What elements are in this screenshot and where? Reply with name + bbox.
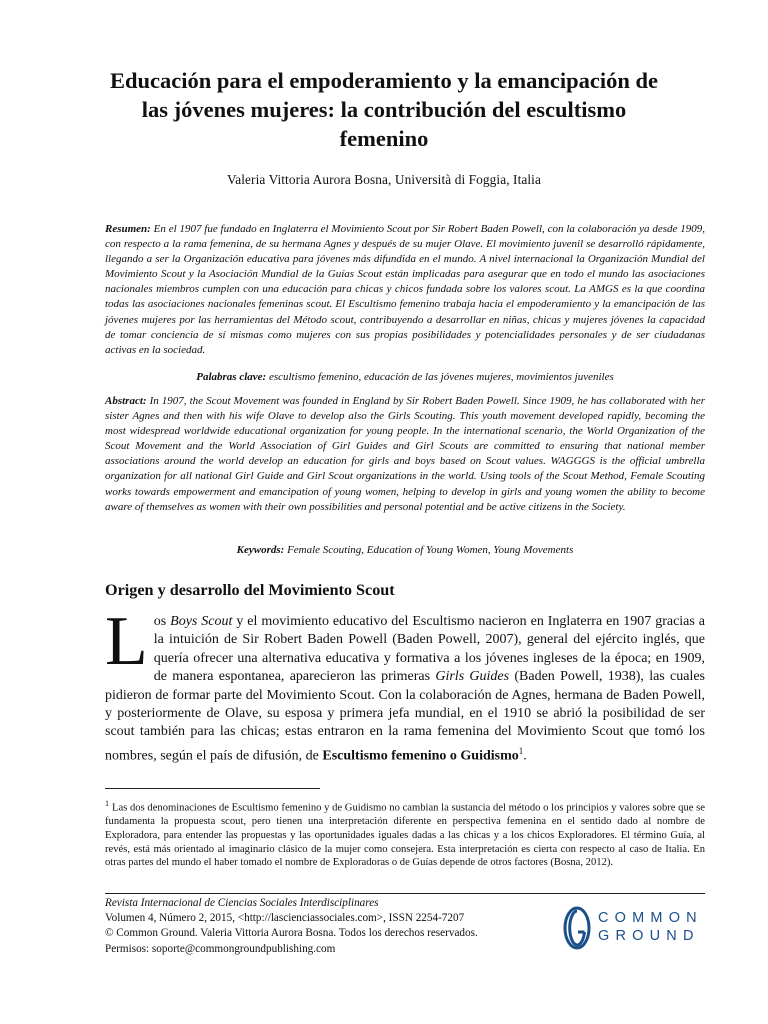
resumen-paragraph (105, 222, 705, 358)
drop-cap: L (105, 603, 148, 680)
body-italic-run: Girls Guides (435, 669, 510, 685)
logo-line-1: COMMON (598, 910, 703, 926)
logo-line-2: GROUND (598, 928, 700, 944)
footnote-divider (105, 788, 320, 789)
palabras-clave-text: escultismo femenino, educación de las jóvenes mujeres, movimientos juveniles (266, 371, 614, 383)
keywords-label: Keywords: (236, 544, 285, 556)
body-text-run: . (523, 748, 527, 764)
journal-volume: Volumen 4, Número 2, 2015, <http://lascienciassociales.com>, ISSN 2254-7207 (105, 912, 465, 925)
abstract-label: Abstract: (105, 395, 147, 407)
article-author: Valeria Vittoria Aurora Bosna, Università di Foggia, Italia (227, 172, 541, 187)
resumen-text: En el 1907 fue fundado en Inglaterra el Movimiento Scout por Sir Robert Baden Powell, con la colaboración ya desde 1909, con respecto a la rama femenina, de su hermana Agnes y después de su mujer Olave. El movimiento juvenil se desarrolló rápidamente, llegando a ser la Organización educativa para jóvenes más difundida en el mundo. A nivel internacional la Organización Mundial del Movimiento Scout y la Asociación Mundial de la Guías Scout están implicadas para asegurar que en todo el mundo las asociaciones nacionales miembros cumplen con una educación para chicas y chicos fundada sobre los valores scout. La AMGS es la que coordina todas las asociaciones nacionales femeninas scout. El Escultismo femenino trabaja hacia el empoderamiento y la emancipación de las jóvenes mujeres por las herramientas del Método scout, contribuyendo a desarrollar en niñas, chicas y mujeres jóvenes la capacidad de tomar conciencia de sí mismas como mujeres con sus propias posibilidades y potencialidades personales y de ser ciudadanas activas en la sociedad. (105, 223, 705, 356)
body-paragraph (105, 603, 705, 766)
footnote-text: Las dos denominaciones de Escultismo femenino y de Guidismo no cambian la sustancia del método o los principios y valores sobre que se fundamenta la propuesta scout, pero tienen una interpretación diferente en perspectiva femenina en el sentido dado al nombre de Exploradora, para entender las propuestas y las oportunidades iguales dadas a las chicas y a los chicos Exploradores. El término Guía, al revés, está más orientado al imaginario clásico de la mujer como consejera. Esta interpretación es cierta con respecto al caso de Italia. En otras partes del mundo el haber tomado el nombre de Exploradoras o de Guías depende de otros factores (Bosna, 2012). (105, 802, 705, 869)
section-heading: Origen y desarrollo del Movimiento Scout (105, 581, 395, 599)
footnote-reference[interactable]: 1 (518, 745, 524, 756)
keywords-text: Female Scouting, Education of Young Women, Young Movements (284, 544, 574, 556)
abstract-paragraph (105, 394, 705, 515)
common-ground-logo (562, 904, 712, 952)
journal-name: Revista Internacional de Ciencias Sociales Interdisciplinares (105, 897, 379, 909)
footnote-number: 1 (105, 799, 109, 808)
body-text-run: y el movimiento educativo del Escultismo nacieron en Inglaterra en 1907 gracias a la intuición de Sir Robert Baden Powell (Baden Powell, 2007), general del ejército inglés, que quería ofrecer una alternativa educativa y formativa a los jóvenes ingleses de la época; en 1909, de manera espontanea, aparecieron las primeras (153, 614, 705, 685)
page-footer (105, 896, 545, 957)
body-text-run: os (153, 614, 171, 629)
palabras-clave-label: Palabras clave: (196, 371, 267, 383)
footer-divider (105, 893, 705, 894)
body-text-run: (Baden Powell, 1938), las cuales pidieron de formar parte del Movimiento Scout. Con la colaboración de Agnes, hermana de Baden Powell, y posteriormente de Olave, su esposa y primera jefa mundial, en el 1910 se abrió la posibilidad de ser scout también para las chicas; estas entraron en la rama femenina del Movimiento Scout que tomó los nombres, según el país de difusión, de (105, 669, 705, 764)
footnote (105, 797, 705, 870)
keywords (105, 544, 705, 556)
body-bold-run: Escultismo femenino o Guidismo (322, 748, 519, 764)
body-italic-run: Boys Scout (170, 614, 233, 629)
copyright-notice: © Common Ground. Valeria Vittoria Aurora Bosna. Todos los derechos reservados. (105, 927, 478, 940)
article-title: Educación para el empoderamiento y la emancipación de las jóvenes mujeres: la contribución del escultismo femenino (109, 68, 659, 151)
palabras-clave (105, 371, 705, 383)
resumen-label: Resumen: (105, 223, 151, 235)
permissions-contact: Permisos: soporte@commongroundpublishing.com (105, 942, 336, 955)
common-ground-logo-icon (562, 904, 592, 952)
abstract-text: In 1907, the Scout Movement was founded in England by Sir Robert Baden Powell. Since 1909, he has collaborated with her sister Agnes and then with his wife Olave to develop also the Girls Scouting. This youth movement developed rapidly, becoming the most widespread worldwide educational organization for young people. In the international scenario, the World Organization of the Scout Movement and the World Association of Girl Guides and Girl Scouts are committed to ensuring that national member associations around the world develop an education for girls and boys based on Scout values. WAGGGS is the official umbrella organization for all national Girl Guide and Girl Scout organizations in the world. Using tools of the Scout Method, Female Scouting works towards empowerment and emancipation of young women, helping to develop in girls and young women the ability to become aware of themselves as women with their own possibilities and personal potential and be active citizens in the Society. (105, 395, 705, 513)
